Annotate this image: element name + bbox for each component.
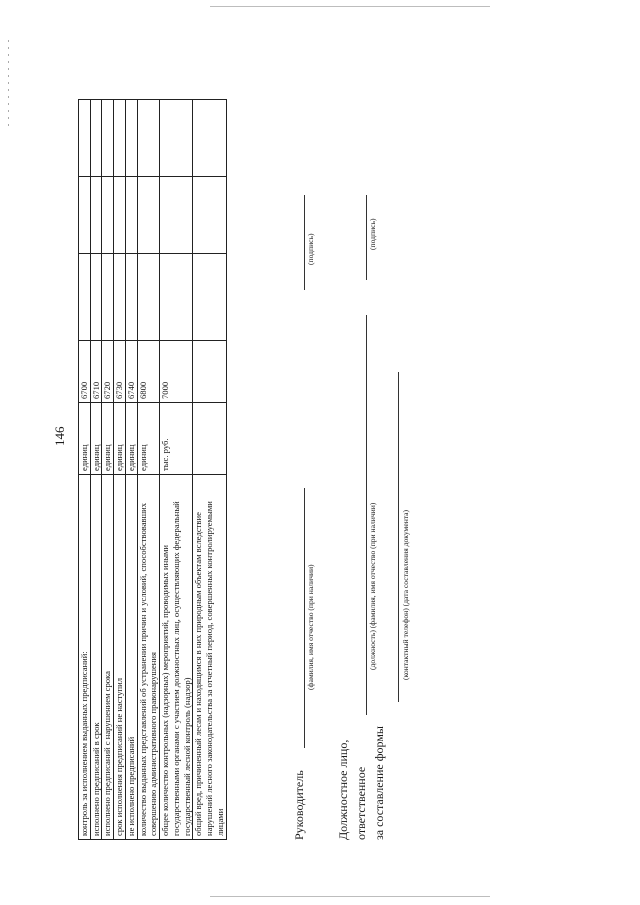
- row-value: [79, 177, 91, 254]
- report-table: [78, 99, 227, 840]
- page-number: 146: [52, 426, 67, 446]
- row-name: контроль за исполнением выданных предписаний:: [79, 475, 91, 840]
- table-row: [193, 100, 226, 840]
- head-signature-line: [304, 195, 305, 290]
- row-name: общий вред, причиненный лесам и находящимся в них природным объектам вследствие нарушений лесного законодательства за отчетный период, совершенных контролируемыми лицами: [193, 475, 226, 840]
- row-value: [102, 100, 114, 177]
- table-row: [160, 100, 193, 840]
- row-value: [160, 100, 193, 177]
- row-value: [193, 177, 226, 254]
- row-unit: единиц: [125, 403, 137, 475]
- row-code: 6740: [125, 341, 137, 403]
- row-value: [137, 254, 159, 341]
- scan-edge-top: [210, 6, 490, 7]
- scan-edge-bottom: [210, 896, 490, 897]
- row-name: исполнено предписаний в срок: [90, 475, 102, 840]
- row-unit: единиц: [114, 403, 126, 475]
- row-value: [160, 254, 193, 341]
- head-name-line: [304, 488, 305, 748]
- row-value: [102, 254, 114, 341]
- responsible-signature-caption: (подпись): [368, 218, 377, 250]
- contact-line: [398, 372, 399, 702]
- row-code: 6700: [79, 341, 91, 403]
- row-name: количество выданных представлений об устранении причин и условий, способствовавших совершению административного правонарушения: [137, 475, 159, 840]
- row-code: 6800: [137, 341, 159, 403]
- row-value: [79, 254, 91, 341]
- row-name: исполнено предписаний с нарушением срока: [102, 475, 114, 840]
- row-value: [137, 100, 159, 177]
- table-row: [125, 100, 137, 840]
- row-unit: единиц: [79, 403, 91, 475]
- table-row: [114, 100, 126, 840]
- row-unit: единиц: [102, 403, 114, 475]
- responsible-signature-line: [366, 195, 367, 280]
- table-row: [102, 100, 114, 840]
- responsible-name-line: [366, 315, 367, 715]
- row-code: 6720: [102, 341, 114, 403]
- row-value: [114, 254, 126, 341]
- table-row: [137, 100, 159, 840]
- row-unit: единиц: [137, 403, 159, 475]
- responsible-label-line1: Должностное лицо,: [336, 739, 350, 840]
- row-value: [193, 100, 226, 177]
- row-value: [160, 177, 193, 254]
- responsible-label-line3: за составление формы: [372, 726, 386, 840]
- head-name-caption: (фамилия, имя отчество (при наличии): [306, 564, 315, 690]
- row-value: [90, 100, 102, 177]
- rotated-page: [78, 55, 638, 840]
- row-value: [102, 177, 114, 254]
- head-label: Руководитель: [292, 770, 306, 840]
- row-name: срок исполнения предписаний не наступил: [114, 475, 126, 840]
- position-caption: (должность) (фамилия, имя отчество (при наличии): [368, 502, 377, 670]
- table-row: [90, 100, 102, 840]
- row-value: [114, 100, 126, 177]
- row-value: [79, 100, 91, 177]
- row-code: 6710: [90, 341, 102, 403]
- responsible-label-line2: ответственное: [354, 766, 368, 840]
- row-value: [90, 254, 102, 341]
- row-value: [125, 100, 137, 177]
- scan-edge-dots: [8, 40, 9, 130]
- row-code: 7000: [160, 341, 193, 403]
- row-unit: тыс. руб.: [160, 403, 193, 475]
- table-row: [79, 100, 91, 840]
- row-code: [193, 341, 226, 403]
- row-value: [125, 254, 137, 341]
- head-signature-caption: (подпись): [306, 233, 315, 265]
- row-unit: [193, 403, 226, 475]
- row-code: 6730: [114, 341, 126, 403]
- row-name: общее количество контрольных (надзорных) мероприятий, проводимых иными государственными органами с участием должностных лиц, осуществляющих федеральный государственный лесной контроль (надзор): [160, 475, 193, 840]
- row-name: не исполнено предписаний: [125, 475, 137, 840]
- row-value: [137, 177, 159, 254]
- row-unit: единиц: [90, 403, 102, 475]
- row-value: [114, 177, 126, 254]
- row-value: [125, 177, 137, 254]
- row-value: [90, 177, 102, 254]
- contact-caption: (контактный телефон) (дата составления документа): [401, 509, 410, 680]
- row-value: [193, 254, 226, 341]
